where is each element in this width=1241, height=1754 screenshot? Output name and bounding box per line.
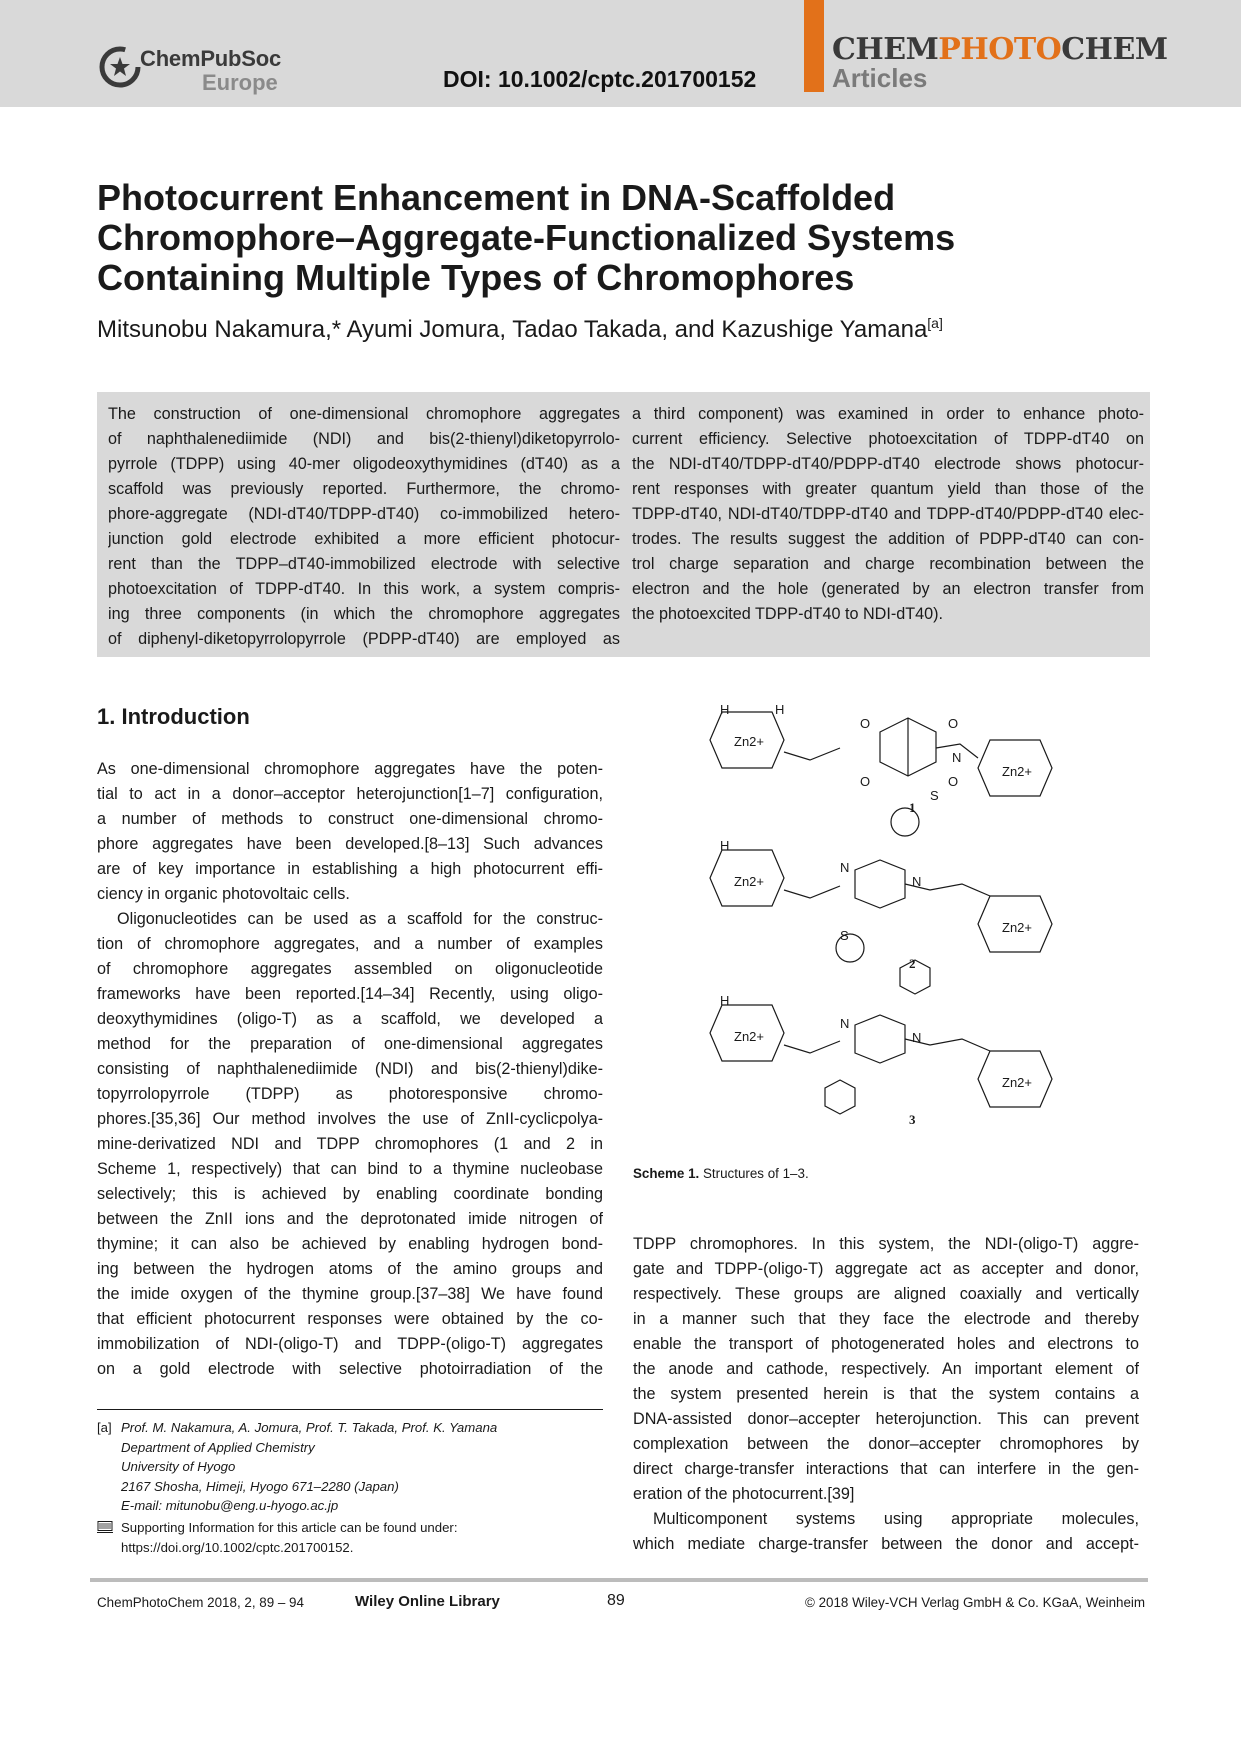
abstract-line: pyrrole (TDPP) using 40-mer oligodeoxythymidines (dT40) as a (108, 455, 620, 473)
body-line: are of key importance in establishing a high photocurrent effi- (97, 860, 603, 878)
body-line: tial to act in a donor–acceptor heterojunction[1–7] configuration, (97, 785, 603, 803)
body-line: tion of chromophore aggregates, and a number of examples (97, 935, 603, 953)
abstract-line: the photoexcited TDPP-dT40 to NDI-dT40). (632, 605, 944, 623)
body-line: in a manner such that they face the electrode and thereby (633, 1310, 1139, 1328)
atom-label: N (912, 1030, 922, 1045)
author-list: Mitsunobu Nakamura,* Ayumi Jomura, Tadao Takada, and Kazushige Yamana (97, 316, 928, 343)
affiliation-marker: [a] (927, 315, 943, 331)
atom-label: N (840, 1016, 850, 1031)
atom-label: O (860, 774, 871, 789)
scheme-caption-text: Structures of 1–3. (699, 1166, 809, 1181)
section-label: Articles (832, 63, 928, 93)
footnote-line: 2167 Shosha, Himeji, Hyogo 671–2280 (Japan) (121, 1478, 399, 1494)
abstract-line: rent responses with greater quantum yield than those of the (632, 480, 1144, 498)
abstract-line: the NDI-dT40/TDPP-dT40/PDPP-dT40 electrode shows photocur- (632, 455, 1144, 473)
monitor-icon (97, 1521, 113, 1533)
doi[interactable]: DOI: 10.1002/cptc.201700152 (443, 66, 757, 92)
body-line: consisting of naphthalenediimide (NDI) and bis(2-thienyl)dike- (97, 1060, 603, 1078)
journal-name (832, 32, 1168, 67)
journal-part-1: CHEM (832, 32, 939, 67)
abstract-line: trodes. The results suggest the addition of PDPP-dT40 can con- (632, 530, 1144, 548)
abstract-line: electron and the hole (generated by an electron transfer from (632, 580, 1144, 598)
zinc-label: Zn2+ (734, 734, 764, 749)
section-heading: 1. Introduction (97, 704, 250, 729)
body-line: which mediate charge-transfer between the donor and accept- (633, 1535, 1139, 1553)
title-line: Chromophore–Aggregate-Functionalized Systems (97, 217, 956, 258)
abstract-line: rent than the TDPP–dT40-immobilized electrode with selective (108, 555, 620, 573)
body-line: the system presented herein is that the system contains a (633, 1385, 1139, 1403)
abstract-line: junction gold electrode exhibited a more efficient photocur- (108, 530, 620, 548)
body-line: mine-derivatized NDI and TDPP chromophores (1 and 2 in (97, 1135, 603, 1153)
atom-label: H (720, 838, 730, 853)
body-line: DNA-assisted donor–accepter heterojunction. This can prevent (633, 1410, 1139, 1428)
title-line: Containing Multiple Types of Chromophores (97, 257, 855, 298)
body-line: TDPP chromophores. In this system, the NDI-(oligo-T) aggre- (633, 1235, 1139, 1253)
body-line: gate and TDPP-(oligo-T) aggregate act as accepter and donor, (633, 1260, 1139, 1278)
footnote-email[interactable]: E-mail: mitunobu@eng.u-hyogo.ac.jp (121, 1498, 339, 1513)
atom-label: N (952, 750, 962, 765)
atom-label: S (840, 928, 849, 943)
authors (97, 316, 943, 344)
body-line: complexation between the donor–accepter chromophores by (633, 1435, 1139, 1453)
body-line: thymine; it can also be achieved by enabling hydrogen bond- (97, 1235, 603, 1253)
scheme-1-structures (700, 700, 1080, 1140)
supporting-info (97, 1518, 603, 1557)
journal-citation: ChemPhotoChem 2018, 2, 89 – 94 (97, 1595, 304, 1610)
page-number: 89 (607, 1592, 625, 1609)
zinc-label: Zn2+ (1002, 920, 1032, 935)
body-line: phores.[35,36] Our method involves the use of ZnII-cyclicpolya- (97, 1110, 603, 1128)
title-line: Photocurrent Enhancement in DNA-Scaffolded (97, 177, 896, 218)
abstract-line: trol charge separation and charge recombination between the (632, 555, 1144, 573)
supporting-info-text: Supporting Information for this article can be found under: (121, 1520, 458, 1535)
body-line: As one-dimensional chromophore aggregates have the poten- (97, 760, 603, 778)
atom-label: O (860, 716, 871, 731)
journal-part-2: PHOTO (938, 32, 1062, 67)
body-line: method for the preparation of one-dimensional aggregates (97, 1035, 603, 1053)
supporting-info-link[interactable]: https://doi.org/10.1002/cptc.201700152. (121, 1539, 354, 1555)
body-line: topyrrolopyrrole (TDPP) as photoresponsive chromo- (97, 1085, 603, 1103)
body-line: phore aggregates have been developed.[8–13] Such advances (97, 835, 603, 853)
abstract-line: current efficiency. Selective photoexcitation of TDPP-dT40 on (632, 430, 1144, 448)
body-line: the imide oxygen of the thymine group.[37–38] We have found (97, 1285, 603, 1303)
scheme-caption-label: Scheme 1. (633, 1166, 700, 1181)
footnote-line: Prof. M. Nakamura, A. Jomura, Prof. T. Takada, Prof. K. Yamana (121, 1420, 498, 1435)
footnote-divider (97, 1409, 603, 1410)
abstract-line: TDPP-dT40, NDI-dT40/TDPP-dT40 and TDPP-dT40/PDPP-dT40 elec- (632, 505, 1144, 523)
body-line: Multicomponent systems using appropriate molecules, (653, 1510, 1139, 1528)
abstract-line: photoexcitation of TDPP-dT40. In this work, a system compris- (108, 580, 620, 598)
body-line: of chromophore aggregates assembled on oligonucleotide (97, 960, 603, 978)
body-line: respectively. These groups are aligned coaxially and vertically (633, 1285, 1139, 1303)
abstract-line: The construction of one-dimensional chromophore aggregates (108, 405, 620, 423)
compound-label: 2 (909, 956, 916, 971)
dpp-core (855, 1015, 905, 1063)
footer-divider (90, 1578, 1148, 1582)
abstract-line: phore-aggregate (NDI-dT40/TDPP-dT40) co-immobilized hetero- (108, 505, 620, 523)
body-line: on a gold electrode with selective photoirradiation of the (97, 1360, 603, 1378)
atom-label: H (720, 702, 730, 717)
abstract-line: of naphthalenediimide (NDI) and bis(2-thienyl)diketopyrrolo- (108, 430, 620, 448)
journal-part-3: CHEM (1061, 32, 1168, 67)
abstract-line: ing three components (in which the chromophore aggregates (108, 605, 620, 623)
body-line: selectively; this is achieved by enabling coordinate bonding (97, 1185, 603, 1203)
abstract-left-column (108, 402, 620, 652)
copyright: © 2018 Wiley-VCH Verlag GmbH & Co. KGaA, Weinheim (805, 1595, 1146, 1610)
atom-label: O (948, 716, 959, 731)
body-line: deoxythymidines (oligo-T) as a scaffold, we developed a (97, 1010, 603, 1028)
abstract-line: scaffold was previously reported. Furthermore, the chromo- (108, 480, 620, 498)
body-line: the anode and cathode, respectively. An important element of (633, 1360, 1139, 1378)
logo-name: ChemPubSoc (140, 46, 282, 71)
chempubsoc-logo-icon (97, 44, 143, 90)
body-line: that efficient photocurrent responses were obtained by the co- (97, 1310, 603, 1328)
body-line: eration of the photocurrent.[39] (633, 1485, 855, 1503)
body-line: immobilization of NDI-(oligo-T) and TDPP-(oligo-T) aggregates (97, 1335, 603, 1353)
body-line: enable the transport of photogenerated holes and electrons to (633, 1335, 1139, 1353)
footnote-label: [a] (97, 1420, 112, 1435)
intro-left-column (97, 757, 603, 1382)
compound-label: 1 (909, 800, 916, 815)
zinc-label: Zn2+ (1002, 1075, 1032, 1090)
abstract-line: of diphenyl-diketopyrrolopyrrole (PDPP-dT40) are employed as (108, 630, 620, 648)
atom-label: N (840, 860, 850, 875)
dpp-core (855, 860, 905, 908)
zinc-label: Zn2+ (734, 874, 764, 889)
page-title (97, 178, 1137, 298)
linker-chain (784, 748, 840, 760)
atom-label: H (775, 702, 785, 717)
zinc-label: Zn2+ (734, 1029, 764, 1044)
abstract-line: a third component) was examined in order to enhance photo- (632, 405, 1144, 423)
scheme-caption (633, 1166, 809, 1181)
body-line: ciency in organic photovoltaic cells. (97, 885, 350, 903)
affiliation-footnote (97, 1418, 603, 1516)
zinc-label: Zn2+ (1002, 764, 1032, 779)
body-line: Scheme 1, respectively) that can bind to a thymine nucleobase (97, 1160, 603, 1178)
body-line: frameworks have been reported.[14–34] Recently, using oligo- (97, 985, 603, 1003)
body-line: between the ZnII ions and the deprotonated imide nitrogen of (97, 1210, 603, 1228)
atom-label: O (948, 774, 959, 789)
wiley-online-library-link[interactable]: Wiley Online Library (355, 1593, 500, 1610)
logo-region: Europe (202, 70, 278, 95)
atom-label: S (930, 788, 939, 803)
body-line: a number of methods to construct one-dimensional chromo- (97, 810, 603, 828)
footnote-line: Department of Applied Chemistry (121, 1439, 315, 1455)
body-line: Oligonucleotides can be used as a scaffold for the construc- (117, 910, 603, 928)
body-line: ing between the hydrogen atoms of the amino groups and (97, 1260, 603, 1278)
intro-right-column (633, 1232, 1139, 1557)
atom-label: N (912, 874, 922, 889)
footnote-line: University of Hyogo (121, 1459, 236, 1474)
abstract-right-column (632, 402, 1144, 627)
phenyl-ring (825, 1080, 855, 1114)
compound-label: 3 (909, 1112, 916, 1127)
body-line: direct charge-transfer interactions that can interfere in the gen- (633, 1460, 1139, 1478)
atom-label: H (720, 993, 730, 1008)
accent-bar (804, 0, 824, 92)
